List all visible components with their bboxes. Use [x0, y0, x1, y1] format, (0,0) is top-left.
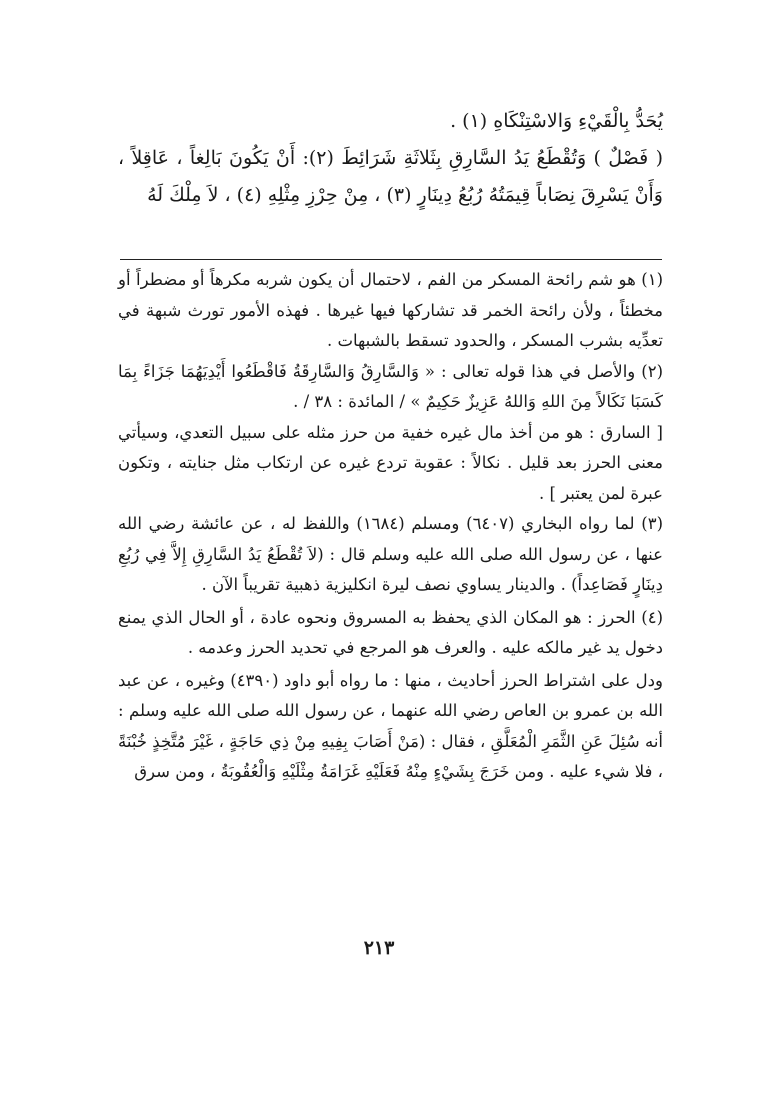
footnote-3: (٣) لما رواه البخاري (٦٤٠٧) ومسلم (١٦٨٤) واللفظ له ، عن عائشة رضي الله عنها ، عن رسول الله صلى الله عليه وسلم قال : (لاَ تُقْطَعُ يَدُ السَّارِقِ إِلاَّ فِي رُبُعِ دِينَارٍ فَصَاعِداً) . والدينار يساوي نصف ليرة انكليزية ذهبية تقريباً الآن . — [118, 514, 663, 594]
footnote-4-continued: ودل على اشتراط الحرز أحاديث ، منها : ما رواه أبو داود (٤٣٩٠) وغيره ، عن عبد الله بن عمرو بن العاص رضي الله عنهما ، عن رسول الله صلى الله عليه وسلم : أنه سُئِلَ عَنِ الثَّمَرِ الْمُعَلَّقِ ، فقال : (مَنْ أَصَابَ بِفِيهِ مِنْ ذِي حَاجَةٍ ، غَيْرَ مُتَّخِذٍ خُبْنَةً ، فلا شيء عليه . ومن خَرَجَ بِشَيْءٍ مِنْهُ فَعَلَيْهِ غَرَامَةُ مِثْلَيْهِ وَالْعُقُوبَةُ ، ومن سرق — [118, 670, 663, 781]
footnote-2: (٢) والأصل في هذا قوله تعالى : « وَالسَّارِقُ وَالسَّارِقَةُ فَاقْطَعُوا أَيْدِيَهُمَا جَزَاءً بِمَا كَسَبَا نَكَالاً مِنَ اللهِ وَاللهُ عَزِيزٌ حَكِيمٌ » / المائدة : ٣٨ / . — [118, 361, 663, 411]
footnote-divider — [120, 259, 662, 260]
footnote-2-gloss: [ السارق : هو من أخذ مال غيره خفية من حرز مثله على سبيل التعدي، وسيأتي معنى الحرز بعد قليل . نكالاً : عقوبة تردع غيره عن ارتكاب مثل جنايته ، وتكون عبرة لمن يعتبر ] . — [118, 422, 663, 503]
footnote-4: (٤) الحرز : هو المكان الذي يحفظ به المسروق ونحوه عادة ، أو الحال الذي يمنع دخول يد غير مالكه عليه . والعرف هو المرجع في تحديد الحرز وعدمه . — [118, 607, 663, 657]
main-text-line1: يُحَدُّ بِالْقَيْءِ وَالاسْتِنْكَاهِ (١) . — [450, 110, 663, 132]
main-text — [118, 103, 663, 214]
main-text-section: ( فَصْلٌ ) وَتُقْطَعُ يَدُ السَّارِقِ بِثَلاثَةِ شَرَائِطَ (٢): أَنْ يَكُونَ بَالِغاً ، عَاقِلاً ، وَأَنْ يَسْرِقَ نِصَاباً قِيمَتُهُ رُبُعُ دِينَارٍ (٣) ، مِنْ حِرْزِ مِثْلِهِ (٤) ، لاَ مِلْكَ لَهُ — [118, 147, 663, 206]
footnotes — [118, 265, 663, 788]
footnote-1: (١) هو شم رائحة المسكر من الفم ، لاحتمال أن يكون شربه مكرهاً أو مضطراً أو مخطئاً ، ولأن رائحة الخمر قد تشاركها فيها غيرها . فهذه الأمور تورث شبهة في تعدِّيه بشرب المسكر ، والحدود تسقط بالشبهات . — [118, 270, 663, 350]
page-number: ٢١٣ — [363, 937, 395, 959]
